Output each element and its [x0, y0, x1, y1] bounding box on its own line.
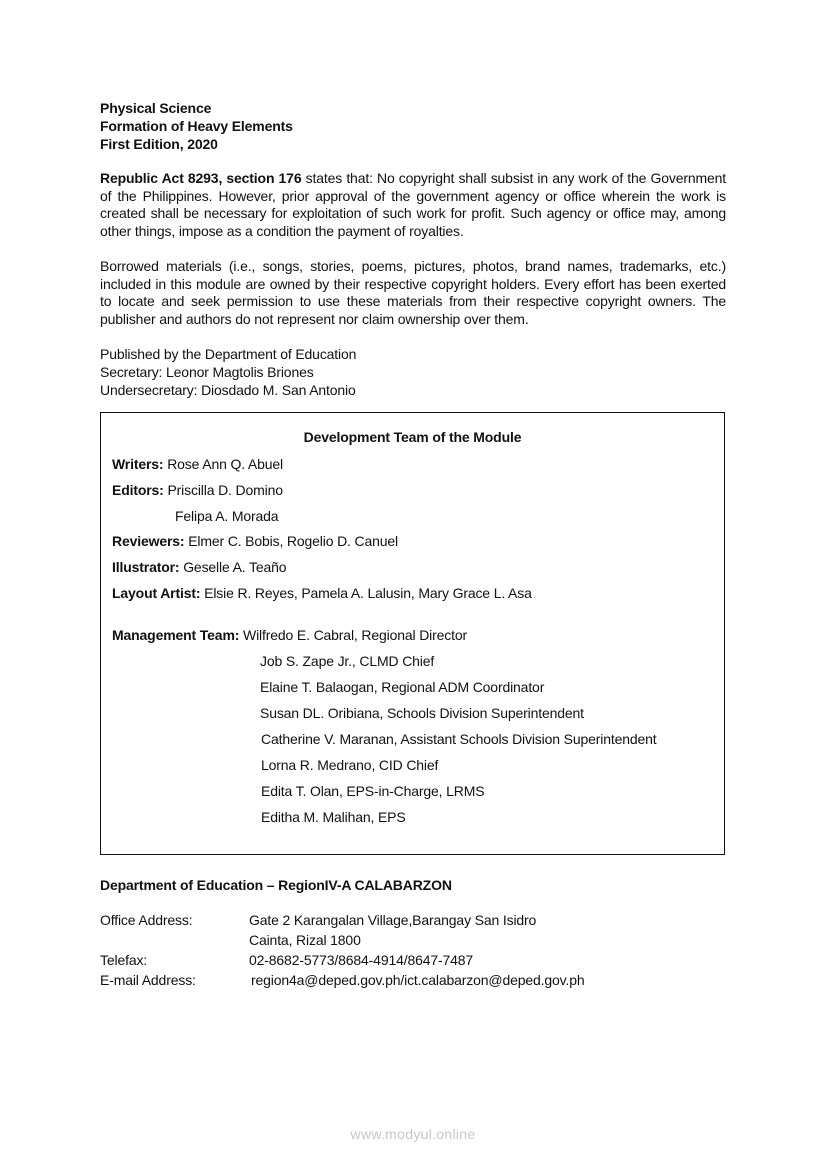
telefax: 02-8682-5773/8684-4914/8647-7487 — [249, 952, 474, 968]
secretary: Secretary: Leonor Magtolis Briones — [100, 364, 314, 380]
published-by: Published by the Department of Education — [100, 346, 357, 362]
writers-label: Writers: — [112, 456, 164, 472]
illustrator-row — [112, 558, 286, 576]
copyright-lead: Republic Act 8293, section 176 — [100, 170, 302, 186]
editors-label: Editors: — [112, 482, 164, 498]
office-address: Gate 2 Karangalan Village,Barangay San Isidro — [249, 912, 537, 928]
edition: First Edition, 2020 — [100, 136, 218, 152]
management-member: Wilfredo E. Cabral, Regional Director — [243, 627, 467, 643]
writers: Rose Ann Q. Abuel — [167, 456, 283, 472]
reviewers-label: Reviewers: — [112, 533, 185, 549]
office-address-label: Office Address: — [100, 912, 193, 928]
reviewers: Elmer C. Bobis, Rogelio D. Canuel — [188, 533, 398, 549]
editor: Felipa A. Morada — [175, 508, 279, 524]
module-title: Formation of Heavy Elements — [100, 118, 293, 134]
management-member: Elaine T. Balaogan, Regional ADM Coordinator — [260, 679, 545, 695]
management-member: Edita T. Olan, EPS-in-Charge, LRMS — [261, 783, 485, 799]
subject-title: Physical Science — [100, 100, 212, 116]
team-title: Development Team of the Module — [303, 429, 522, 445]
illustrator-label: Illustrator: — [112, 559, 180, 575]
borrowed-materials-notice: Borrowed materials (i.e., songs, stories, poems, pictures, photos, brand names, trademarks, etc.) included in this module are owned by their respective copyright holders. Every effort has been exerted to locate and seek permission to use these materials from their respective copyright owners. The publisher and authors do not represent nor claim ownership over them. — [100, 258, 726, 328]
writers-row — [112, 455, 283, 473]
watermark: www.modyul.online — [350, 1126, 476, 1142]
copyright-text: states that: No copyright shall subsist in any work of the Government of the Philippines. However, prior approval of the government agency or office wherein the work is created shall be necessary for exploitation of such work for profit. Such agency or office may, among other things, impose as a condition the payment of royalties. — [100, 170, 727, 240]
editors-row — [112, 481, 283, 499]
reviewers-row — [112, 532, 398, 550]
management-member: Catherine V. Maranan, Assistant Schools Division Superintendent — [261, 731, 657, 747]
management-member: Editha M. Malihan, EPS — [261, 809, 406, 825]
illustrator: Geselle A. Teaño — [183, 559, 287, 575]
telefax-label: Telefax: — [100, 952, 148, 968]
layout-artist-label: Layout Artist: — [112, 585, 201, 601]
office-address: Cainta, Rizal 1800 — [249, 932, 361, 948]
undersecretary: Undersecretary: Diosdado M. San Antonio — [100, 382, 356, 398]
email-label: E-mail Address: — [100, 972, 196, 988]
management-member: Job S. Zape Jr., CLMD Chief — [260, 653, 435, 669]
management-member: Lorna R. Medrano, CID Chief — [261, 757, 439, 773]
layout-artists: Elsie R. Reyes, Pamela A. Lalusin, Mary Grace L. Asa — [204, 585, 532, 601]
copyright-notice — [100, 170, 726, 241]
layout-artist-row — [112, 584, 532, 602]
editor: Priscilla D. Domino — [167, 482, 283, 498]
contact-heading: Department of Education – RegionIV-A CALABARZON — [100, 877, 452, 893]
management-member: Susan DL. Oribiana, Schools Division Superintendent — [260, 705, 584, 721]
management-label: Management Team: — [112, 627, 240, 643]
email-address: region4a@deped.gov.ph/ict.calabarzon@deped.gov.ph — [251, 972, 585, 988]
management-row — [112, 626, 467, 644]
development-team-box — [100, 412, 725, 855]
